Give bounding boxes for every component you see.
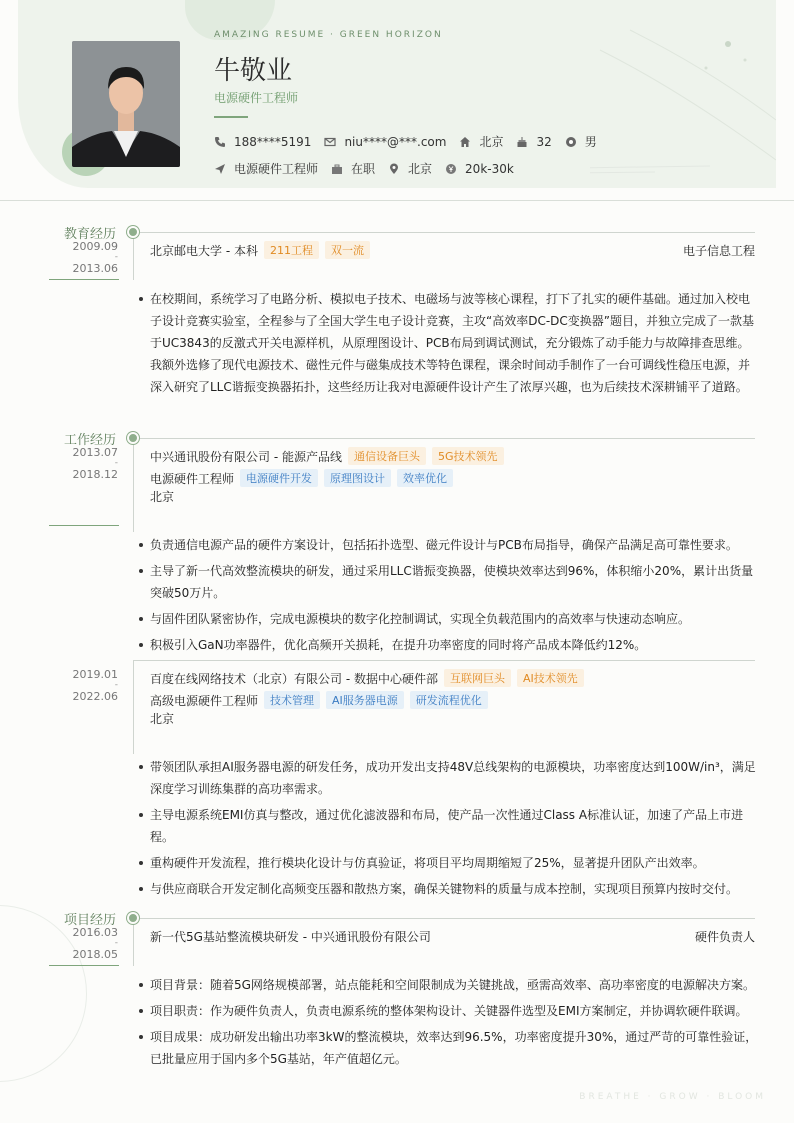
job1-city: 北京	[150, 490, 175, 504]
list-item: 主导了新一代高效整流模块的研发，通过采用LLC谐振变换器，使模块效率达到96%，体积缩小20%，累计出货量突破50万片。	[138, 560, 758, 604]
contact-row	[214, 133, 610, 150]
project-bullets	[138, 974, 758, 1074]
skill-tag: 效率优化	[397, 469, 453, 487]
school-tag: 211工程	[264, 241, 319, 259]
timeline-dot	[127, 432, 139, 444]
education-description: 在校期间，系统学习了电路分析、模拟电子技术、电磁场与波等核心课程，打下了扎实的硬件基础。通过加入校电子设计竞赛实验室，全程参与了全国大学生电子设计竞赛，主攻“高效率DC-DC变换器”题目，并独立完成了一款基于UC3843的反激式开关电源样机，从原理图设计、PCB布局到调试测试，充分锻炼了动手能力与故障排查思维。我额外选修了现代电源技术、磁性元件与磁集成技术等特色课程，课余时间动手制作了一台可调线性稳压电源，并深入研究了LLC谐振变换器拓扑，这些经历让我对电源硬件设计产生了浓厚兴趣，也为后续技术深耕铺平了道路。	[138, 288, 758, 398]
company-tag: 互联网巨头	[444, 669, 511, 687]
target-city-text: 北京	[408, 162, 433, 176]
pin-icon	[388, 163, 400, 175]
education-start: 2009.09	[72, 240, 118, 253]
education-entry	[150, 241, 370, 259]
status-item	[331, 160, 375, 177]
section-rule	[140, 438, 755, 439]
briefcase-icon	[331, 163, 343, 175]
job1-company-row	[150, 447, 504, 465]
salary-item	[445, 162, 514, 176]
location-item	[459, 133, 503, 150]
job-intent-row	[214, 160, 527, 177]
job2-end: 2022.06	[72, 690, 118, 703]
timeline-dot	[127, 912, 139, 924]
list-item: 积极引入GaN功率器件，优化高频开关损耗，在提升功率密度的同时将产品成本降低约12%。	[138, 634, 758, 656]
accent-divider	[214, 116, 248, 118]
phone-icon	[214, 136, 226, 148]
skill-tag: 原理图设计	[324, 469, 391, 487]
list-item: 负责通信电源产品的硬件方案设计，包括拓扑选型、磁元件设计与PCB布局指导，确保产品满足高可靠性要求。	[138, 534, 758, 556]
timeline-dot	[127, 226, 139, 238]
project-role: 硬件负责人	[694, 930, 755, 944]
list-item: 与固件团队紧密协作，完成电源模块的数字化控制调试，实现全负载范围内的高效率与快速动态响应。	[138, 608, 758, 630]
job2-city: 北京	[150, 712, 175, 726]
job2-company-row	[150, 669, 584, 687]
phone-text: 188****5191	[234, 134, 312, 149]
tagline: AMAZING RESUME · GREEN HORIZON	[214, 30, 443, 40]
gender-item	[565, 133, 597, 150]
timeline-line	[133, 238, 134, 280]
candidate-name: 牛敬业	[214, 56, 293, 86]
email-text: niu****@***.com	[344, 134, 447, 149]
skill-tag: 电源硬件开发	[240, 469, 318, 487]
project-end: 2018.05	[72, 948, 118, 961]
major: 电子信息工程	[682, 244, 755, 258]
status-text: 在职	[351, 162, 376, 176]
phone-item	[214, 135, 311, 149]
home-icon	[459, 136, 471, 148]
company-tag: 通信设备巨头	[348, 447, 426, 465]
job1-dates: 2013.07 - 2018.12	[50, 447, 118, 480]
section-rule	[140, 232, 755, 233]
header-divider	[0, 200, 794, 201]
age-item	[516, 135, 551, 149]
avatar	[72, 41, 180, 167]
job2-position-row	[150, 691, 488, 709]
section-rule	[134, 660, 755, 661]
target-city-item	[388, 160, 432, 177]
job1-start: 2013.07	[72, 446, 118, 459]
skill-tag: 技术管理	[264, 691, 320, 709]
company-tag: 5G技术领先	[432, 447, 504, 465]
project-start: 2016.03	[72, 926, 118, 939]
mail-icon	[324, 136, 336, 148]
job1-end: 2018.12	[72, 468, 118, 481]
work-underline	[49, 525, 119, 526]
position-name: 高级电源硬件工程师	[150, 693, 259, 708]
education-end: 2013.06	[72, 262, 118, 275]
footer-slogan: BREATHE · GROW · BLOOM	[579, 1092, 766, 1102]
location-text: 北京	[479, 135, 504, 149]
timeline-line	[133, 924, 134, 966]
job1-position-row	[150, 469, 453, 487]
education-dates: 2009.09 - 2013.06	[50, 241, 118, 274]
list-item: 项目背景：随着5G网络规模部署，站点能耗和空间限制成为关键挑战，亟需高效率、高功率密度的电源解决方案。	[138, 974, 758, 996]
cake-icon	[516, 136, 528, 148]
target-role-text: 电源硬件工程师	[234, 162, 319, 176]
section-title-work: 工作经历	[63, 433, 116, 448]
project-dates: 2016.03 - 2018.05	[50, 927, 118, 960]
age-text: 32	[536, 134, 552, 149]
candidate-role: 电源硬件工程师	[214, 91, 299, 105]
education-underline	[49, 279, 119, 280]
list-item: 项目成果：成功研发出输出功率3kW的整流模块，效率达到96.5%，功率密度提升30%，通过严苛的可靠性验证，已批量应用于国内多个5G基站，年产值超亿元。	[138, 1026, 758, 1070]
list-item: 带领团队承担AI服务器电源的研发任务，成功开发出支持48V总线架构的电源模块，功率密度达到100W/in³，满足深度学习训练集群的高功率需求。	[138, 756, 758, 800]
target-role-item	[214, 160, 318, 177]
project-name: 新一代5G基站整流模块研发 - 中兴通讯股份有限公司	[150, 930, 431, 944]
list-item: 项目职责：作为硬件负责人，负责电源系统的整体架构设计、关键器件选型及EMI方案制定，并协调软硬件联调。	[138, 1000, 758, 1022]
position-name: 电源硬件工程师	[150, 471, 235, 486]
skill-tag: AI服务器电源	[326, 691, 404, 709]
school-name: 北京邮电大学 - 本科	[150, 243, 258, 258]
school-tag: 双一流	[325, 241, 370, 259]
section-title-education: 教育经历	[63, 227, 116, 242]
job2-start: 2019.01	[72, 668, 118, 681]
company-tag: AI技术领先	[517, 669, 584, 687]
timeline-line	[133, 444, 134, 532]
gender-text: 男	[584, 135, 597, 149]
money-icon	[445, 163, 457, 175]
email-item	[324, 135, 446, 149]
job2-dates: 2019.01 - 2022.06	[50, 669, 118, 702]
gender-icon	[565, 136, 577, 148]
company-name: 百度在线网络技术（北京）有限公司 - 数据中心硬件部	[150, 671, 438, 686]
job1-bullets	[138, 534, 758, 660]
section-title-project: 项目经历	[63, 913, 116, 928]
salary-text: 20k-30k	[465, 161, 514, 176]
list-item: 主导电源系统EMI仿真与整改，通过优化滤波器和布局，使产品一次性通过Class A标准认证，加速了产品上市进程。	[138, 804, 758, 848]
header-decoration-lines	[590, 10, 776, 180]
timeline-line	[133, 660, 134, 754]
skill-tag: 研发流程优化	[410, 691, 488, 709]
job2-bullets	[138, 756, 758, 904]
section-rule	[140, 918, 755, 919]
list-item: 与供应商联合开发定制化高频变压器和散热方案，确保关键物料的质量与成本控制，实现项目预算内按时交付。	[138, 878, 758, 900]
company-name: 中兴通讯股份有限公司 - 能源产品线	[150, 449, 342, 464]
send-icon	[214, 163, 226, 175]
list-item: 重构硬件开发流程，推行模块化设计与仿真验证，将项目平均周期缩短了25%，显著提升团队产出效率。	[138, 852, 758, 874]
project-underline	[49, 965, 119, 966]
